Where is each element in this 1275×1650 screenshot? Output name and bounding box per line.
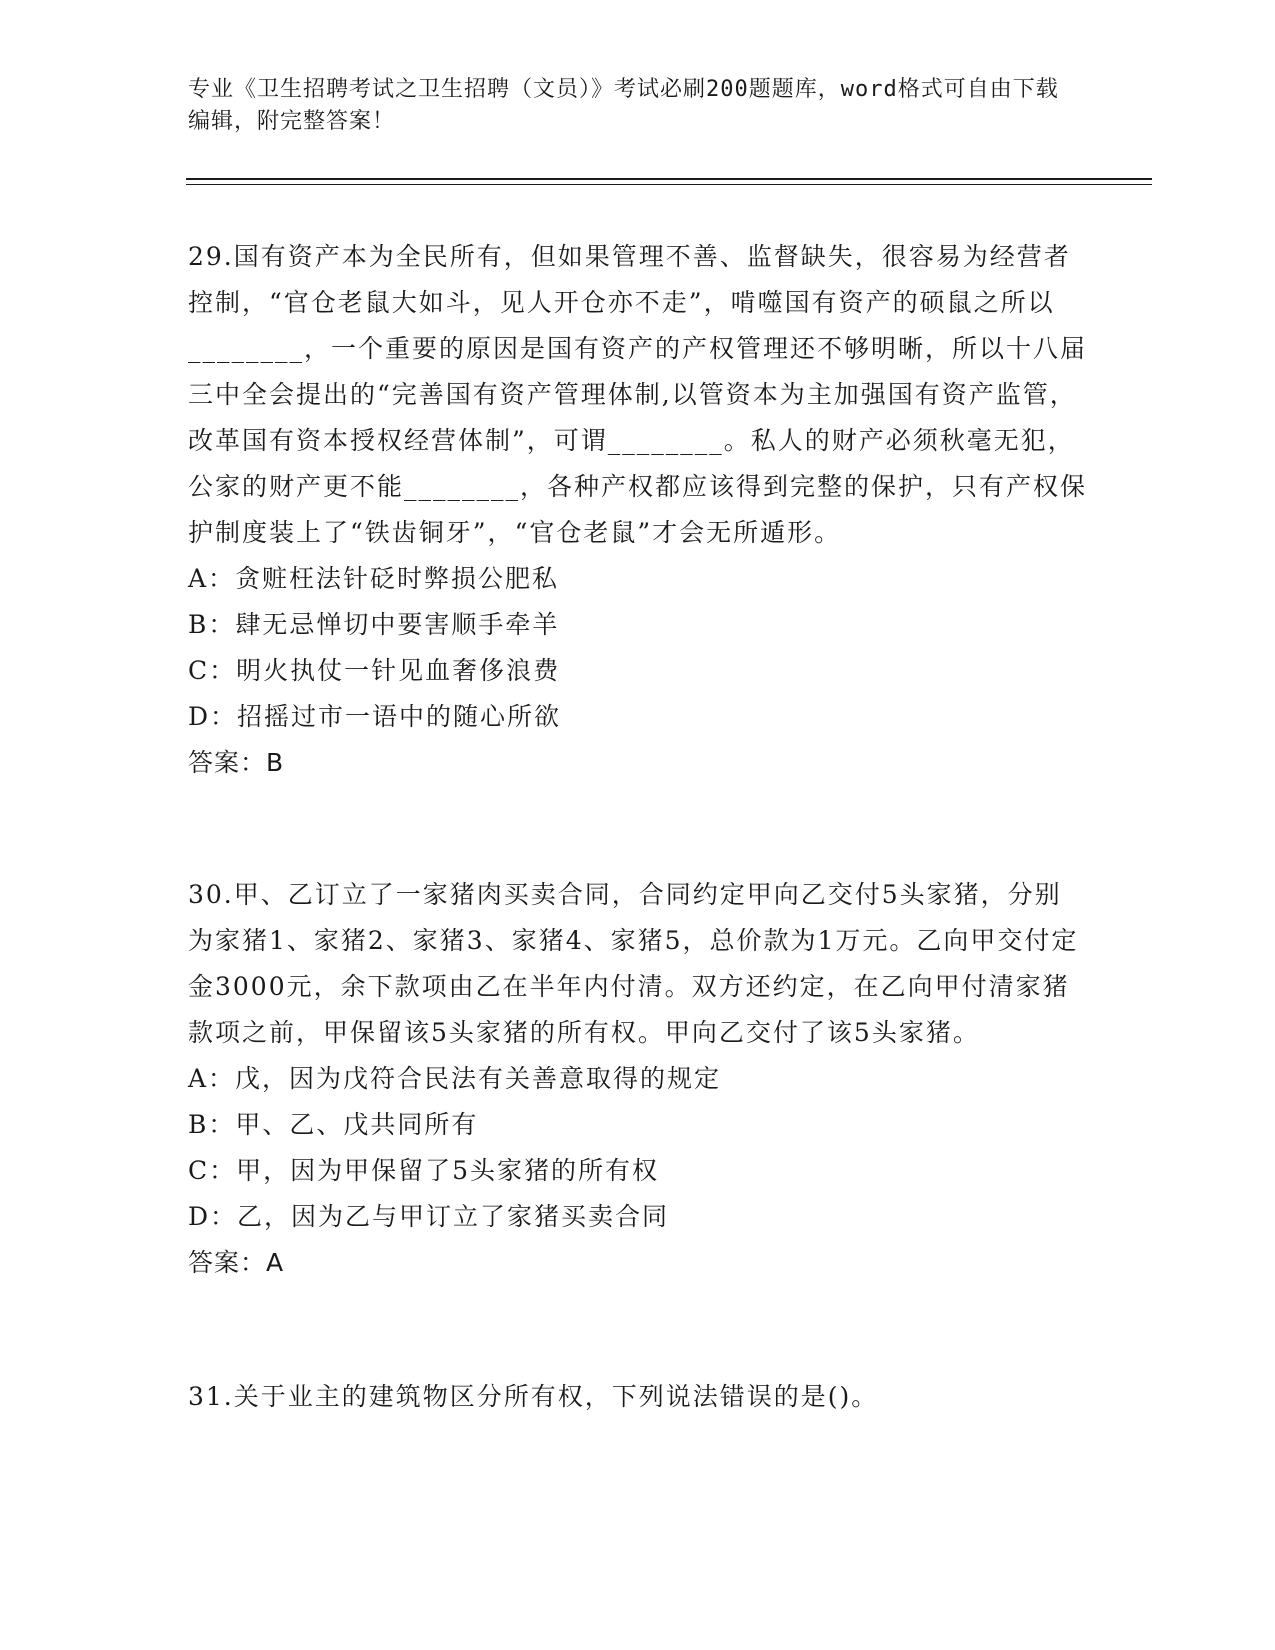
header-divider-thick	[186, 178, 1152, 180]
question-31	[188, 1374, 1088, 1420]
option-b: B：甲、乙、戊共同所有	[188, 1110, 479, 1139]
header-divider-thin	[186, 184, 1152, 185]
option-c: C：明火执仗一针见血奢侈浪费	[188, 656, 561, 685]
question-stem: 31.关于业主的建筑物区分所有权，下列说法错误的是()。	[188, 1382, 879, 1411]
question-stem: 29.国有资产本为全民所有，但如果管理不善、监督缺失，很容易为经营者控制，“官仓老鼠大如斗，见人开仓亦不走”，啃噬国有资产的硕鼠之所以________，一个重要的原因是国有资产的产权管理还不够明晰，所以十八届三中全会提出的“完善国有资产管理体制,以管资本为主加强国有资产监管，改革国有资本授权经营体制”，可谓________。私人的财产必须秋毫无犯，公家的财产更不能________，各种产权都应该得到完整的保护，只有产权保护制度装上了“铁齿铜牙”，“官仓老鼠”才会无所遁形。	[188, 242, 1088, 547]
option-d: D：招摇过市一语中的随心所欲	[188, 702, 562, 731]
option-a: A：戊，因为戊符合民法有关善意取得的规定	[188, 1064, 722, 1093]
document-header: 专业《卫生招聘考试之卫生招聘（文员）》考试必刷200题题库，word格式可自由下载编辑，附完整答案！	[188, 77, 1059, 134]
answer: 答案：A	[188, 1248, 285, 1277]
question-stem: 30.甲、乙订立了一家猪肉买卖合同，合同约定甲向乙交付5头家猪，分别为家猪1、家猪2、家猪3、家猪4、家猪5，总价款为1万元。乙向甲交付定金3000元，余下款项由乙在半年内付清。双方还约定，在乙向甲付清家猪款项之前，甲保留该5头家猪的所有权。甲向乙交付了该5头家猪。	[188, 880, 1079, 1047]
answer: 答案：B	[188, 748, 285, 777]
option-a: A：贪赃枉法针砭时弊损公肥私	[188, 564, 560, 593]
question-29	[188, 234, 1088, 786]
option-b: B：肆无忌惮切中要害顺手牵羊	[188, 610, 560, 639]
option-d: D：乙，因为乙与甲订立了家猪买卖合同	[188, 1202, 670, 1231]
question-30	[188, 872, 1088, 1286]
option-c: C：甲，因为甲保留了5头家猪的所有权	[188, 1156, 660, 1185]
